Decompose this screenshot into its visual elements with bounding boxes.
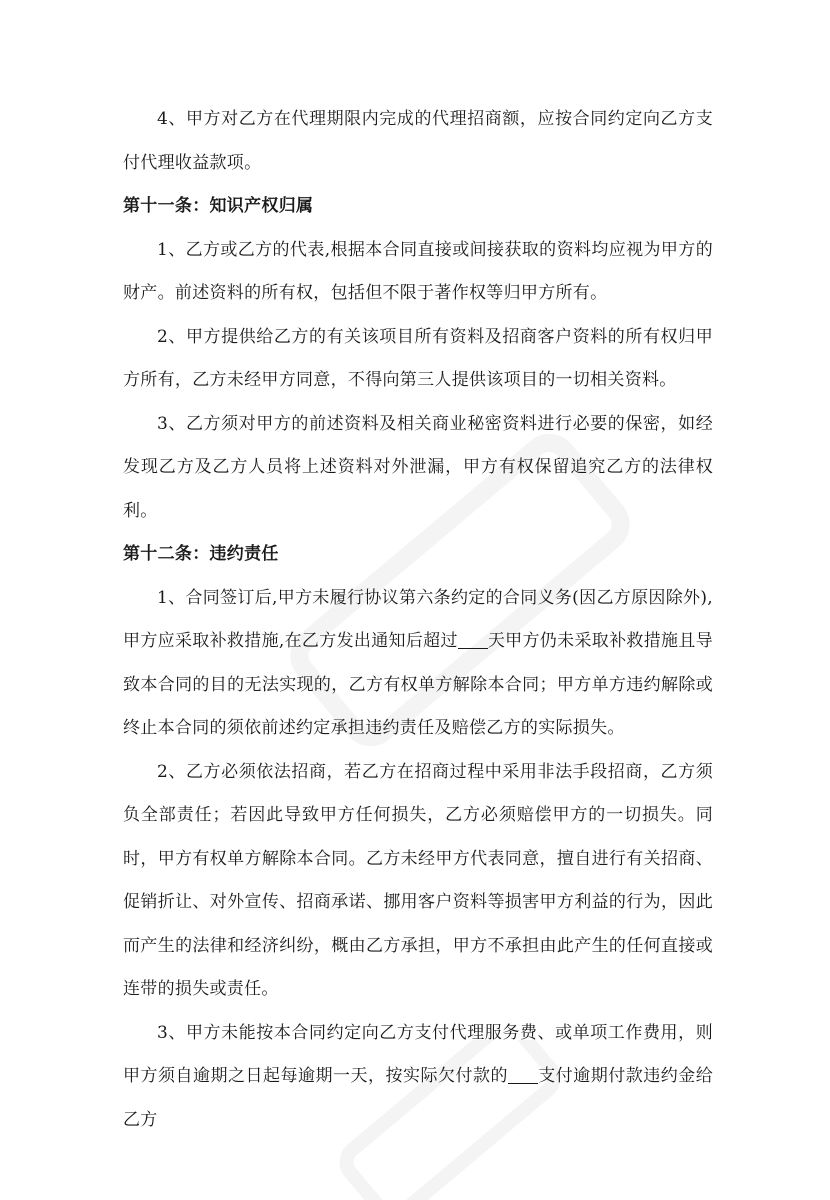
clause12-item1-part-b: 天甲方仍未采取补救措施且导致本合同的目的无法实现的，乙方有权单方解除本合同；甲方单方违约解除或终止本合同的须依前述约定承担违约责任及赔偿乙方的实际损失。 (123, 631, 713, 738)
clause12-item3-part-a: 3、甲方未能按本合同约定向乙方支付代理服务费、或单项工作费用，则甲方须自逾期之日起每逾期一天，按实际欠付款的 (123, 1022, 713, 1086)
clause12-item1-part-a: 1、合同签订后,甲方未履行协议第六条约定的合同义务(因乙方原因除外),甲方应采取补救措施,在乙方发出通知后超过 (123, 587, 713, 651)
clause11-item1: 1、乙方或乙方的代表,根据本合同直接或间接获取的资料均应视为甲方的财产。前述资料的所有权，包括但不限于著作权等归甲方所有。 (123, 239, 713, 303)
clause12-title: 第十二条：违约责任 (123, 544, 279, 564)
clause10-item4: 4、甲方对乙方在代理期限内完成的代理招商额，应按合同约定向乙方支付代理收益款项。 (123, 109, 713, 173)
clause12-item3-part-b: 支付逾期付款违约金给乙方 (123, 1066, 713, 1130)
clause11-item2: 2、甲方提供给乙方的有关该项目所有资料及招商客户资料的所有权归甲方所有，乙方未经甲方同意，不得向第三人提供该项目的一切相关资料。 (123, 326, 713, 390)
clause12-item2: 2、乙方必须依法招商，若乙方在招商过程中采用非法手段招商，乙方须负全部责任；若因此导致甲方任何损失，乙方必须赔偿甲方的一切损失。同时，甲方有权单方解除本合同。乙方未经甲方代表同意，擅自进行有关招商、促销折让、对外宣传、招商承诺、挪用客户资料等损害甲方利益的行为，因此而产生的法律和经济纠纷，概由乙方承担，甲方不承担由此产生的任何直接或连带的损失或责任。 (123, 761, 713, 999)
blank-days-field (458, 631, 488, 649)
document-page (123, 98, 713, 1142)
clause12-item1 (123, 577, 713, 751)
blank-rate-field (508, 1066, 538, 1084)
clause11-item3: 3、乙方须对甲方的前述资料及相关商业秘密资料进行必要的保密，如经发现乙方及乙方人员将上述资料对外泄漏，甲方有权保留追究乙方的法律权利。 (123, 413, 713, 521)
clause12-item3 (123, 1012, 713, 1143)
clause11-title: 第十一条：知识产权归属 (123, 196, 314, 216)
